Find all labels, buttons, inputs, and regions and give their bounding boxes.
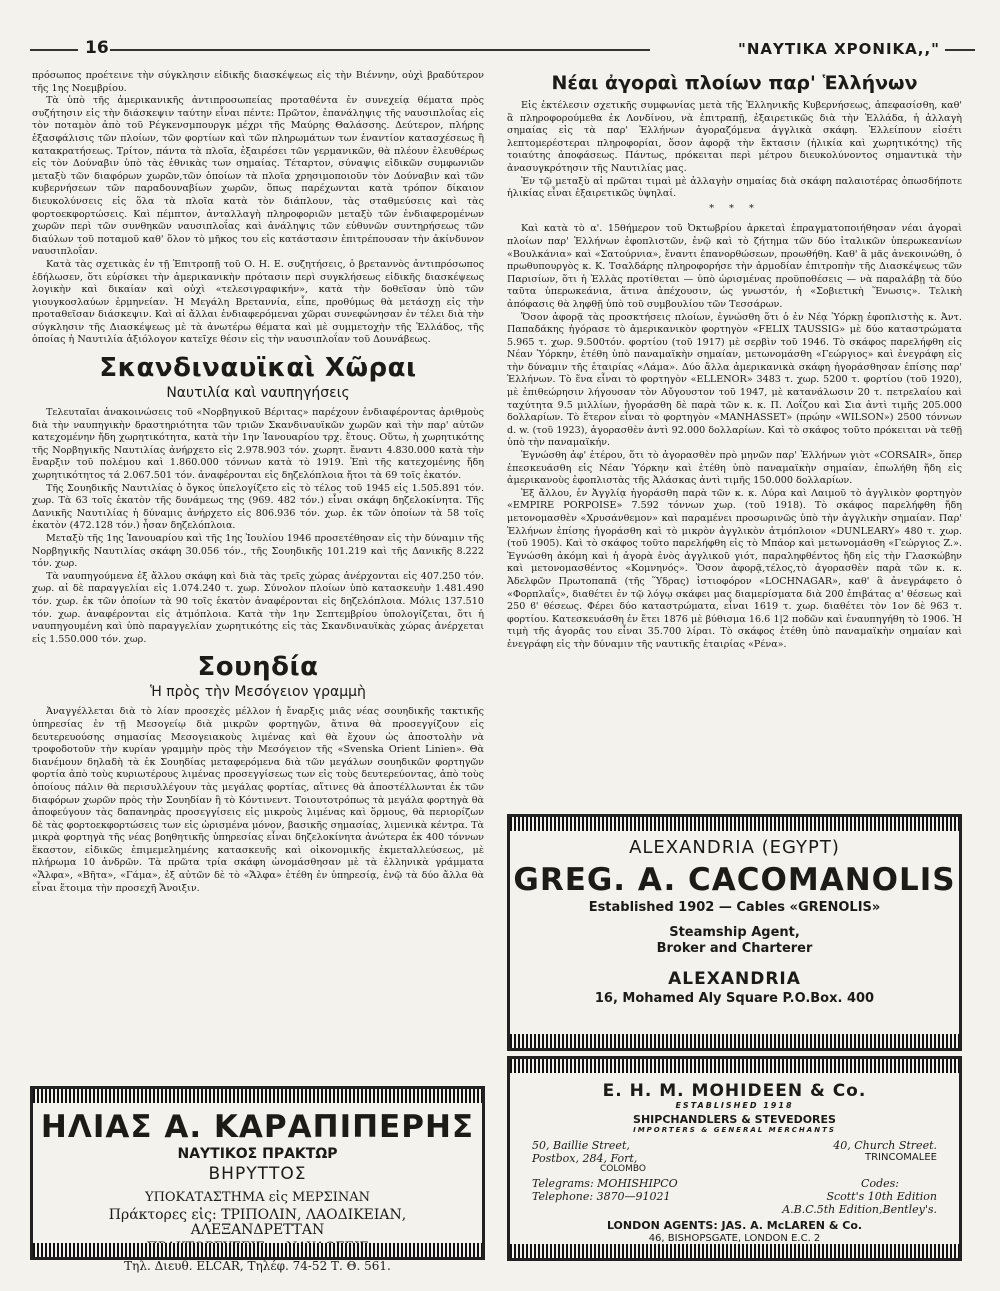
article-paragraph: Τὰ ὑπὸ τῆς ἀμερικανικῆς ἀντιπροσωπείας προταθέντα ἐν συνεχείᾳ θέματα πρὸς συζήτησιν εἰς τὴν διάσκεψιν ταύτην εἶναι πέντε: Πρῶτον, ἐπανάληψις τῆς ναυσιπλοΐας εἰς τὸν ποταμὸν ἀπὸ τοῦ Ρέγκενσμπουργκ μέχρι τῆς Μαύρης Θαλάσσης. Δεύτερον, πλήρης ἐξασφάλισις τῶν πλοίων, τῶν φορτίων καὶ τῶν πληρωμάτων των ἐναντίον κατασχέσεως ἢ κατακρατήσεως. Τρίτον, πάντα τὰ πλοῖα, ἐξαιρέσει τῶν γερμανικῶν, θὰ πλέουν ἐλευθέρως εἰς τὸν Δούναβιν ὑπὸ τὰς ἐθνικὰς των σημαίας. Τέταρτον, σύναψις εἰδικῶν συμφωνιῶν μεταξὺ τῶν διαφόρων χωρῶν,τῶν ὁποίων τὰ πλοῖα χρησιμοποιοῦν τὸν Δούναβιν καὶ τῶν κυβερνήσεων τῶν παραδουναβίων χωρῶν, ὅπως παρέχωνται κατὰ τρόπον δίκαιον διευκολύνσεις εἰς ὅλα τὰ πλοῖα κατὰ τὸν διάπλουν, τὰς σταθμεύσεις καὶ τὰς φορτοεκφορτώσεις. Καὶ πέμπτον, ἀνταλλαγὴ πληροφοριῶν μεταξὺ τῶν ἐνδιαφερομένων χωρῶν περὶ τῶν συνθηκῶν ναυσιπλοΐας καὶ ἀνάληψις τῶν εὐθυνῶν συντηρήσεως τῶν διαύλων τοῦ ποταμοῦ καθ' ὅλον τὸ μῆκος του εἰς κατάστασιν ἐπιτρέπουσαν τὴν ἀκίνδυνον ναυσιπλοΐαν. — [32, 95, 484, 258]
ad-roles — [510, 925, 959, 957]
ad-address-right: 40, Church Street. — [833, 1139, 937, 1152]
ad-telegrams: Telegrams: MOHISHIPCO — [532, 1177, 678, 1190]
article-paragraph: Ἐν τῷ μεταξὺ αἱ πρῶται τιμαὶ μὲ ἀλλαγὴν σημαίας διὰ σκάφη παλαιοτέρας ὁπωσδήποτε ἡλικίας εἶναι ἐξαιρετικῶς ὑψηλαί. — [507, 175, 962, 200]
section-title-sweden: Σουηδία — [197, 652, 319, 683]
ad-company-name: E. H. M. MOHIDEEN & Co. — [602, 1081, 867, 1101]
article-paragraph: Κατὰ τὰς σχετικὰς ἐν τῇ Ἐπιτροπῇ τοῦ Ο. Η. Ε. συζητήσεις, ὁ βρεταννὸς ἀντιπρόσωπος ἐδήλωσεν, ὅτι εὑρίσκει τὴν ἀμερικανικὴν πρότασιν περὶ συγκλήσεως εἰδικῆς διασκέψεως λογικὴν καὶ δικαίαν καὶ οὐχὶ «τελεσιγραφικήν», κατὰ τὴν δοθεῖσαν ὑπὸ τῶν γιουγκοσλαύων ἑρμηνείαν. Ἡ Μεγάλη Βρεταννία, εἶπε, προθύμως θὰ μετάσχῃ εἰς τὴν προταθεῖσαν διάσκεψιν. Καὶ αἱ ἄλλαι ἐνδιαφερόμεναι χῶραι συνεφώνησαν ἐν τέλει διὰ τὴν σύγκλησιν τῆς Διασκέψεως μὲ τὰ ἀνωτέρω θέματα καὶ μὲ συμμετοχὴν τῆς Ἑλλάδος, τῆς ὁποίας ἡ Ναυτιλία ἀξιόλογον κατεῖχε θέσιν εἰς τὴν ναυσιπλοΐαν τοῦ Δουνάβεως. — [32, 258, 484, 346]
section-separator: * * * — [709, 202, 760, 214]
advertisement-cacomanolis — [507, 814, 962, 1051]
ad-border-bar — [510, 1244, 959, 1258]
advertisement-karapiperis — [30, 1086, 485, 1273]
section-subtitle-sweden: Ἡ πρὸς τὴν Μεσόγειον γραμμὴ — [150, 684, 366, 701]
ad-city-line: ALEXANDRIA (EGYPT) — [629, 837, 840, 858]
ad-role-line: Steamship Agent, — [669, 925, 800, 940]
ad-border-bar — [510, 817, 959, 831]
header-rule-middle — [110, 49, 650, 51]
section-title-ship-purchases: Νέαι ἀγοραὶ πλοίων παρ' Ἑλλήνων — [551, 72, 918, 94]
ad-address-left: 50, Baillie Street, — [532, 1139, 630, 1152]
ad-agents-line: Πράκτορες εἰς: ΤΡΙΠΟΛΙΝ, ΛΑΟΔΙΚΕΙΑΝ, — [108, 1207, 407, 1223]
advertisement-mohideen — [507, 1056, 962, 1261]
article-paragraph: Τὰ ναυπηγούμενα ἐξ ἄλλου σκάφη καὶ διὰ τὰς τρεῖς χώρας ἀνέρχονται εἰς 407.250 τόν. χωρ. αἱ δὲ παραγγελίαι εἰς 1.074.240 τ. χωρ. Σύνολον πλοίων ὑπὸ κατασκευὴν 1.481.490 τόν. χωρ. ἐκ τῶν ὁποίων τὰ 90 τοῖς ἑκατὸν ἀναφέρονται εἰς δηζελόπλοια. Μόλις 137.510 τόν. χωρ. ἀναφέρονται εἰς ἀτμόπλοια. Κατὰ τὴν 1ην Σεπτεμβρίου ὑπολογίζεται, ὅτι ἡ ναυπηγουμένη καὶ ὑπὸ παραγγελίαν χωρητικότης εἰς τὰς Σκανδιναυϊκὰς χώρας ἀνέρχεται εἰς 1.550.000 τόν. χωρ. — [32, 570, 484, 645]
ad-business: SHIPCHANDLERS & STEVEDORES — [633, 1113, 836, 1126]
ad-established: ESTABLISHED 1918 — [675, 1101, 794, 1110]
article-paragraph: πρόσωπος προέτεινε τὴν σύγκλησιν εἰδικῆς διασκέψεως εἰς τὴν Βιέννην, οὐχὶ βραδύτερον τῆς 1ης Νοεμβρίου. — [32, 70, 484, 94]
ad-contact: Τηλ. Διευθ. ELCAR, Τηλέφ. 74-52 Τ. Θ. 561. — [124, 1259, 391, 1273]
ad-title: ΝΑΥΤΙΚΟΣ ΠΡΑΚΤΩΡ — [177, 1146, 338, 1162]
ad-london-agents: LONDON AGENTS: JAS. A. McLAREN & Co. — [606, 1219, 863, 1232]
ad-agents — [33, 1208, 482, 1238]
ad-company-name: ΗΛΙΑΣ Α. ΚΑΡΑΠΙΠΕΡΗΣ — [40, 1109, 475, 1145]
section-title-scandinavia: Σκανδιναυϊκαὶ Χῶραι — [99, 353, 417, 384]
ad-company-name: GREG. A. CACOMANOLIS — [513, 862, 956, 898]
ad-border-bar — [33, 1243, 482, 1257]
ad-address-left: Postbox, 284, Fort, — [532, 1152, 638, 1165]
article-paragraph: Τῆς Σουηδικῆς Ναυτιλίας ὁ ὄγκος ὑπελογίζετο εἰς τὸ τέλος τοῦ 1945 εἰς 1.505.891 τόν. χωρ. Τὰ 63 τοῖς ἑκατὸν τῆς δυνάμεως της (969. 482 τόν.) εἶναι σκάφη δηζελοκίνητα. Τῆς Δανικῆς Ναυτιλίας ἡ δύναμις ἀνήρχετο εἰς 806.936 τόν. χωρ. ἐκ τῶν ὁποίων τὰ 58 τοῖς ἑκατὸν (472.128 τόν.) ἦσαν δηζελόπλοια. — [32, 482, 484, 532]
ad-business-sub: IMPORTERS & GENERAL MERCHANTS — [633, 1126, 836, 1134]
page-header — [30, 38, 975, 60]
header-rule-right — [945, 49, 975, 51]
article-paragraph: Ὅσον ἀφορᾷ τὰς προσκτήσεις πλοίων, ἐγνώσθη ὅτι ὁ ἐν Νέᾳ Ὑόρκῃ ἐφοπλιστὴς κ. Ἀντ. Παπαδάκης ἠγόρασε τὸ ἀμερικανικὸν φορτηγὸν «FELIX TAUSSIG» μὲ δύο καταστρώματα 5.965 τ. χωρ. 9.500τόν. φορτίου (τοῦ 1917) μὲ σερβὶν τοῦ 1946. Τὸ σκάφος παρελήφθη εἰς Νέαν Ὑόρκην, ἐτέθη ὑπὸ παναμαϊκὴν σημαίαν, μετωνομάσθη «Γεώργιος» καὶ ἐνεγράφη εἰς τὴν δύναμιν τῆς ἑταιρίας «Λάμα». Δύο ἄλλα ἀμερικανικὰ σκάφη ἠγοράσθησαν ἐπίσης παρ' Ἑλλήνων. Τὸ ἕνα εἶναι τὸ φορτηγὸν «ELLENOR» 3483 τ. χωρ. 5200 τ. φορτίου (τοῦ 1920), μὲ ἐπιθεώρησιν λήγουσαν τὸν Αὔγουστον τοῦ 1947, μὲ κατανάλωσιν 20 τ. πετρελαίου καὶ ταχύτητα 9.5 μιλλίων, ἠγοράσθη δὲ παρὰ τῶν κ. κ. Π. Λοΐζου καὶ Σια ἀντὶ τιμῆς 205.000 δολλαρίων. Τὸ ἕτερον εἶναι τὸ φορτηγὸν «MANHASSET» (πρώην «WILSON») 2500 τόννων d. w. (τοῦ 1923), ἀγορασθὲν ἀντὶ 92.000 δολλαρίων. Καὶ τὸ σκάφος τοῦτο πρόκειται νὰ τεθῇ ὑπὸ τὴν παναμαϊκήν. — [507, 311, 962, 449]
ad-established: Established 1902 — Cables «GRENOLIS» — [588, 900, 881, 915]
ad-telephone: Telephone: 3870—91021 — [532, 1190, 671, 1203]
ad-role-line: Broker and Charterer — [656, 941, 813, 956]
ad-city: ΒΗΡΥΤΤΟΣ — [208, 1164, 307, 1184]
article-paragraph: Ἐξ ἄλλου, ἐν Ἀγγλίᾳ ἠγοράσθη παρὰ τῶν κ. κ. Λύρα καὶ Λαιμοῦ τὸ ἀγγλικὸν φορτηγὸν «EMPIRE PORPOISE» 7.592 τόννων χωρ. (τοῦ 1918). Τὸ σκάφος παρελήφθη ἤδη μετονομασθὲν «Χρυσάνθεμον» καὶ παραμένει προσωρινῶς ὑπὸ τὴν ἀγγλικὴν σημαίαν. Παρ' Ἑλλήνων ἐπίσης ἠγοράσθη καὶ τὸ μικρὸν ἀγγλικὸν ἀτμόπλοιον «DUNLEARY» 480 τ. χωρ. (τοῦ 1905). Καὶ τὸ σκάφος τοῦτο παρελήφθη εἰς τὸ Μπάορ καὶ μετωνομάσθη «Γεώργιος Ζ.». Ἐγνώσθη ἀκόμη καὶ ἡ ἀγορὰ ἑνὸς ἀγγλικοῦ γιότ, παραληφθέντος ἤδη εἰς τὴν Γλασκώβην καὶ μετονομασθέντος «Κομνηνός». Ὅσον ἀφορᾷ,τέλος,τὸ ἀγορασθὲν παρὰ τῶν κ. κ. Ἀδελφῶν Πρωτοπαπᾶ (τῆς Ὕδρας) ἱστιοφόρον «LOCHNAGAR», καθ' ἃ ἀνεγράφετο ὁ «Φορπλαΐς», διαθέτει ἐν τῷ λόγῳ σκάφει μας διαμερίσματα διὰ 200 ἐπιβάτας α' θέσεως καὶ 250 ϐ' θέσεως. Φέρει δύο καταστρώματα, εἶναι 1619 τ. χωρ. διαθέτει τὸν 1ον δὲ 963 τ. φορτίου. Κατεσκευάσθη ἐν ἔτει 1876 μὲ βύθισμα 16.6 1|2 ποδῶν καὶ ἐναυπηγήθη τὸ 1906. Ἡ τιμὴ τῆς ἀγορᾶς του εἶναι 35.700 λίραι. Τὸ σκάφος ἐτέθη ὑπὸ παναμαϊκὴν σημαίαν καὶ ἐνεγράφη εἰς τὴν δύναμιν τῆς ναυτικῆς ἑταιρίας «Ρένα». — [507, 487, 962, 650]
ad-border-bar — [510, 1059, 959, 1073]
ad-london-address: 46, BISHOPSGATE, LONDON E.C. 2 — [648, 1233, 821, 1244]
article-paragraph: Ἀναγγέλλεται διὰ τὸ λίαν προσεχὲς μέλλον ἡ ἔναρξις μιᾶς νέας σουηδικῆς τακτικῆς ὑπηρεσίας ἐν τῇ Μεσογείῳ διὰ μικρῶν φορτηγῶν, ἅτινα θὰ προσεγγίζουν εἰς δευτερευούσης σημασίας Μεσογειακοὺς λιμένας καὶ θὰ ἔχουν ὡς ἀποστολὴν νὰ τροφοδοτοῦν τὴν κυρίαν γραμμὴν πρὸς τὴν Μεσόγειον τῆς «Svenska Orient Linien». Θὰ διανέμουν δηλαδὴ τὰ ἐκ Σουηδίας μεταφερόμενα διὰ τῶν μεγάλων σουηδικῶν φορτηγῶν φορτία ἀπὸ τοὺς κυριωτέρους λιμένας προσεγγίσεως των εἰς τοὺς δευτερεύοντας, ἀπὸ τοὺς ὁποίους πάλιν θὰ περισυλλέγουν τὰς μεγάλας φορτίας, αἵτινες θὰ ἀποστέλλωνται ἐκ τῶν διαφόρων χωρῶν πρὸς τὴν Σουηδίαν ἢ τὸ Κόντινεντ. Τοιουτοτρόπως τὰ μεγάλα φορτηγὰ θὰ ἀποφεύγουν τὰς δαπανηρὰς προσεγγίσεις εἰς μικροὺς λιμένας καὶ ὅρμους, θὰ περιορίζων δὲ τὰς φορτοεκφορτώσεις των εἰς ὡρισμένα μόνον, βασικῆς σημασίας, λιμενικὰ κέντρα. Τὰ μικρὰ φορτηγὰ τῆς νέας βοηθητικῆς ὑπηρεσίας εἶναι δηζελοκίνητα ἀνώτερα ἐκ 400 τόννων ἕκαστον, εἰδικῶς ἐπιμεμελημένης κατασκευῆς καὶ οἰκονομικῆς ἐκμεταλλεύσεως, μὲ πλήρωμα 10 ἀνδρῶν. Τὰ πρῶτα τρία σκάφη ὠνομάσθησαν μὲ τὰ ἑλληνικὰ γράμματα «Ἄλφα», «Βῆτα», «Γάμα», ἐξ αὐτῶν δὲ τὸ «Ἄλφα» ἐτέθη ἐν ὑπηρεσίᾳ, ἐνῷ τὰ δύο ἄλλα θὰ εἶναι ἕτοιμα τὴν προσεχῆ Ἄνοιξιν. — [32, 706, 484, 894]
ad-city: ALEXANDRIA — [668, 969, 801, 989]
right-column — [507, 70, 962, 652]
ad-border-bar — [33, 1089, 482, 1103]
ad-codes: A.B.C.5th Edition,Bentley's. — [782, 1203, 937, 1216]
ad-agents-line: ΑΛΕΞΑΝΔΡΕΤΤΑΝ — [190, 1222, 325, 1238]
ad-branch: ΥΠΟΚΑΤΑΣΤΗΜΑ εἰς ΜΕΡΣΙΝΑΝ — [144, 1190, 371, 1205]
article-paragraph: Τελευταῖαι ἀνακοινώσεις τοῦ «Νορβηγικοῦ Βέριτας» παρέχουν ἐνδιαφέροντας ἀριθμοὺς διὰ τὴν ναυπηγικὴν δραστηριότητα τῶν τριῶν Σκανδιναυϊκῶν χωρῶν καὶ τὴν παρ' αὐτῶν κατεχομένην ἤδη χωρητικότητα, κατὰ τὴν 1ην Ἰανουαρίου τρχ. ἔτους. Οὕτω, ἡ χωρητικότης τῆς Νορβηγικῆς Ναυτιλίας ἀνήρχετο εἰς 2.978.903 τόν. χωρητ. ἔναντι 4.830.000 κατὰ τὴν ἔναρξιν τοῦ πολέμου καὶ 1.860.000 τόννων κατὰ τὸ 1919. Ἐπὶ τῆς κατεχομένης ἤδη χωρητικότητος τά 2.067.501 τόν. ἀναφέρονται εἰς δηζελόπλοια ἤτοι τὰ 69 τοῖς ἑκατόν. — [32, 407, 484, 482]
publication-name: "ΝΑΥΤΙΚΑ ΧΡΟΝΙΚΑ,," — [738, 40, 940, 58]
ad-address: 16, Mohamed Aly Square P.O.Box. 400 — [594, 991, 875, 1006]
ad-codes: Scott's 10th Edition — [826, 1190, 937, 1203]
page-number: 16 — [85, 38, 109, 58]
ad-colombo: COLOMBO — [600, 1164, 647, 1174]
left-column — [32, 70, 484, 895]
ad-codes-label: Codes: — [861, 1177, 899, 1190]
article-paragraph: Εἰς ἐκτέλεσιν σχετικῆς συμφωνίας μετὰ τῆς Ἑλληνικῆς Κυβερνήσεως, ἀπεφασίσθη, καθ' ἃ πληροφορούμεθα ἐκ Λονδίνου, νὰ ἐπιτραπῇ, ἐξαιρετικῶς διὰ τὴν Ἑλλάδα, ἡ ἀλλαγὴ σημαίας εἰς τὰ παρ' Ἑλλήνων ἀγοραζόμενα ἀγγλικὰ σκάφη. Ἐλλείπουν εἰσέτι λεπτομερέστεραι πληροφορίαι, ὅσον ἀφορᾷ τὴν ἔκτασιν (ἡλικία καὶ χωρητικότης) τῆς τοιαύτης ἀποφάσεως. Πάντως, πρόκειται περὶ μέτρου διευκολύνοντος σημαντικὰ τὴν ἀνασυγκρότησιν τῆς Ναυτιλίας μας. — [507, 100, 962, 174]
ad-border-bar — [510, 1034, 959, 1048]
article-paragraph: Μεταξὺ τῆς 1ης Ἰανουαρίου καὶ τῆς 1ης Ἰουλίου 1946 προσετέθησαν εἰς τὴν δύναμιν τῆς Νορβηγικῆς Ναυτιλίας σκάφη 30.056 τόν., τῆς Σουηδικῆς 101.219 καὶ τῆς Δανικῆς 8.222 τόν. χωρ. — [32, 533, 484, 570]
section-subtitle-scandinavia: Ναυτιλία καὶ ναυπηγήσεις — [166, 385, 350, 402]
article-paragraph: Καὶ κατὰ τὸ α'. 15θήμερον τοῦ Ὀκτωβρίου ἀρκεταὶ ἐπραγματοποιήθησαν νέαι ἀγοραὶ πλοίων παρ' Ἑλλήνων ἐφοπλιστῶν, ἐνῷ καὶ τὸ ζήτημα τῶν δύο ἰταλικῶν ὑπερωκεανίων «Βουλκάνια» καὶ «Σατούρνια», ἔναντι ἐπανορθώσεων, προωθήθη. Καθ' ἃ μᾶς ἀνεκοινώθη, ὁ πρωθυπουργὸς κ. Κ. Τσαλδάρης πληροφορήσε τὴν ἁρμοδίαν ἐπιτροπὴν τῆς Διασκέψεως τῶν Παρισίων, ὅτι ἡ Ἑλλὰς προτίθεται — ὑπὸ ὡρισμένας προϋποθέσεις — νὰ παραλάβῃ τὰ δύο ταῦτα ὑπερωκεάνια, ἅτινα ἀπέχουσιν, ὡς γνωστόν, ἡ «Σοβιετικὴ Ἕνωσις». Τελικὴ ἀπόφασις θὰ ληφθῇ ὑπὸ τοῦ συμβουλίου τῶν Τεσσάρων. — [507, 223, 962, 310]
header-rule-left — [30, 49, 78, 51]
article-paragraph: Ἐγνώσθη ἀφ' ἑτέρου, ὅτι τὸ ἀγορασθὲν πρὸ μηνῶν παρ' Ἑλλήνων γιὸτ «CORSAIR», ὅπερ ἐπεσκευάσθη εἰς Νέαν Ὑόρκην καὶ ἐτέθη ὑπὸ παναμαϊκὴν σημαίαν, ἐπωλήθη ἤδη εἰς ἀμερικανοὺς ἐφοπλιστὰς τῆς Ἀλάσκας ἀντὶ τιμῆς 150.000 δολλαρίων. — [507, 450, 962, 487]
ad-address-right: TRINCOMALEE — [864, 1152, 937, 1163]
